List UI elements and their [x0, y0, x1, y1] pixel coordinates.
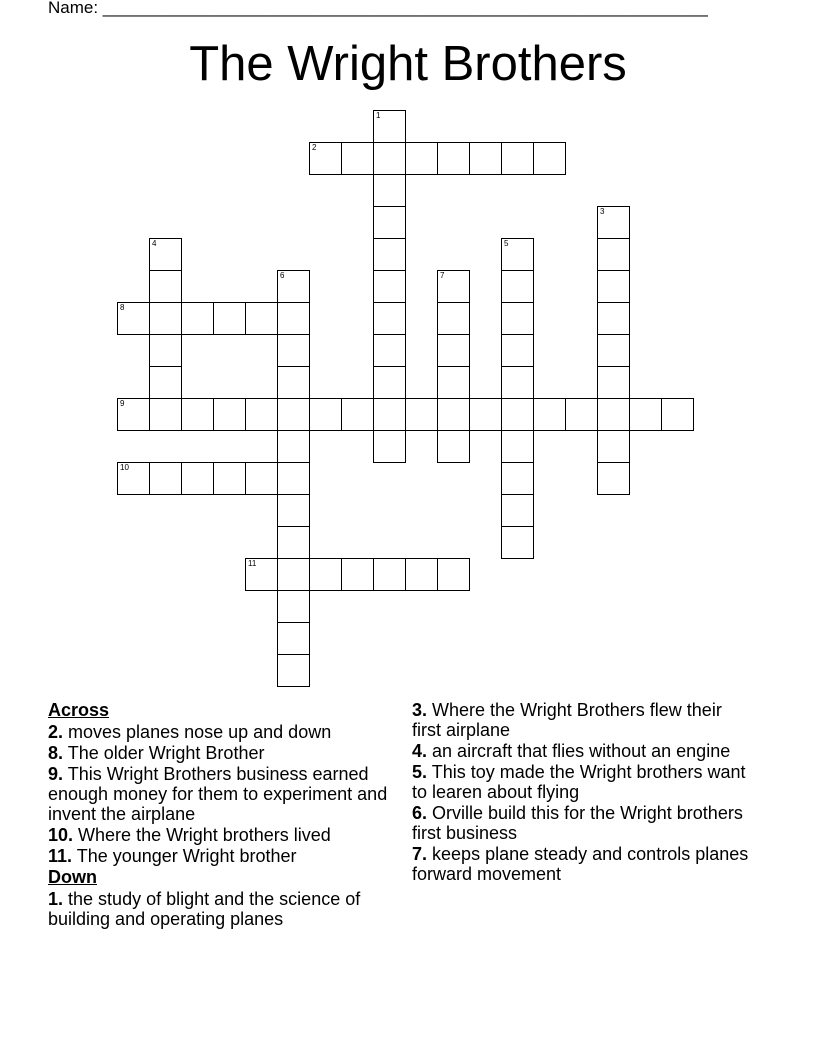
crossword-cell[interactable] [373, 302, 406, 335]
crossword-cell[interactable] [341, 142, 374, 175]
crossword-cell[interactable] [117, 462, 150, 495]
crossword-cell[interactable] [277, 302, 310, 335]
crossword-cell[interactable] [117, 398, 150, 431]
clues-right-column [412, 700, 752, 885]
clues-left-column [48, 700, 388, 930]
crossword-cell[interactable] [181, 398, 214, 431]
crossword-cell[interactable] [277, 494, 310, 527]
crossword-cell[interactable] [629, 398, 662, 431]
crossword-cell[interactable] [277, 622, 310, 655]
clue-across-9: 9. This Wright Brothers business earned enough money for them to experiment and invent the airplane [48, 764, 388, 824]
crossword-cell[interactable] [277, 366, 310, 399]
crossword-cell[interactable] [181, 462, 214, 495]
crossword-cell[interactable] [373, 238, 406, 271]
crossword-cell[interactable] [149, 462, 182, 495]
crossword-cell[interactable] [437, 334, 470, 367]
crossword-cell[interactable] [597, 366, 630, 399]
crossword-cell[interactable] [149, 366, 182, 399]
crossword-cell[interactable] [501, 334, 534, 367]
crossword-cell[interactable] [277, 334, 310, 367]
crossword-cell[interactable] [277, 654, 310, 687]
clue-number: 11 [248, 559, 257, 568]
clue-down-3: 3. Where the Wright Brothers flew their first airplane [412, 700, 722, 740]
crossword-cell[interactable] [373, 398, 406, 431]
down-heading: Down [48, 867, 97, 887]
clue-across-8: 8. The older Wright Brother [48, 743, 265, 763]
crossword-cell[interactable] [437, 558, 470, 591]
crossword-cell[interactable] [277, 558, 310, 591]
clue-number: 7 [440, 271, 445, 280]
crossword-cell[interactable] [373, 270, 406, 303]
crossword-cell[interactable] [533, 398, 566, 431]
crossword-cell[interactable] [373, 110, 406, 143]
crossword-cell[interactable] [437, 302, 470, 335]
crossword-cell[interactable] [373, 334, 406, 367]
clue-number: 8 [120, 303, 125, 312]
clue-across-2: 2. moves planes nose up and down [48, 722, 332, 742]
clue-number: 10 [120, 463, 129, 472]
crossword-cell[interactable] [277, 462, 310, 495]
clue-down-1: 1. the study of blight and the science of building and operating planes [48, 889, 361, 929]
clue-number: 4 [152, 239, 157, 248]
crossword-cell[interactable] [437, 430, 470, 463]
crossword-cell[interactable] [245, 558, 278, 591]
crossword-cell[interactable] [373, 206, 406, 239]
clue-number: 3 [600, 207, 605, 216]
crossword-cell[interactable] [341, 398, 374, 431]
clue-down-5: 5. This toy made the Wright brothers want to learen about flying [412, 762, 746, 802]
crossword-cell[interactable] [149, 334, 182, 367]
crossword-cell[interactable] [277, 270, 310, 303]
crossword-cell[interactable] [501, 238, 534, 271]
crossword-cell[interactable] [501, 302, 534, 335]
crossword-cell[interactable] [373, 558, 406, 591]
crossword-cell[interactable] [437, 366, 470, 399]
crossword-cell[interactable] [405, 398, 438, 431]
crossword-cell[interactable] [373, 174, 406, 207]
crossword-cell[interactable] [597, 462, 630, 495]
crossword-cell[interactable] [597, 206, 630, 239]
crossword-cell[interactable] [501, 142, 534, 175]
crossword-cell[interactable] [245, 462, 278, 495]
clue-down-4: 4. an aircraft that flies without an engine [412, 741, 731, 761]
crossword-cell[interactable] [149, 270, 182, 303]
crossword-cell[interactable] [309, 142, 342, 175]
crossword-cell[interactable] [501, 430, 534, 463]
crossword-cell[interactable] [533, 142, 566, 175]
crossword-cell[interactable] [149, 398, 182, 431]
crossword-cell[interactable] [277, 430, 310, 463]
crossword-cell[interactable] [149, 238, 182, 271]
crossword-cell[interactable] [597, 270, 630, 303]
crossword-cell[interactable] [597, 302, 630, 335]
across-heading: Across [48, 700, 110, 720]
crossword-cell[interactable] [373, 366, 406, 399]
clue-across-10: 10. Where the Wright brothers lived [48, 825, 331, 845]
crossword-cell[interactable] [149, 302, 182, 335]
crossword-cell[interactable] [309, 558, 342, 591]
crossword-cell[interactable] [661, 398, 694, 431]
crossword-cell[interactable] [277, 398, 310, 431]
crossword-cell[interactable] [245, 302, 278, 335]
crossword-cell[interactable] [501, 494, 534, 527]
crossword-cell[interactable] [469, 398, 502, 431]
clue-across-11: 11. The younger Wright brother [48, 846, 297, 866]
name-field[interactable]: Name: ________________________________________________________________ [48, 0, 708, 17]
crossword-cell[interactable] [213, 462, 246, 495]
clue-down-7: 7. keeps plane steady and controls planes forward movement [412, 844, 749, 884]
crossword-cell[interactable] [597, 334, 630, 367]
clue-number: 6 [280, 271, 285, 280]
crossword-cell[interactable] [597, 430, 630, 463]
crossword-cell[interactable] [437, 270, 470, 303]
crossword-cell[interactable] [501, 526, 534, 559]
crossword-cell[interactable] [213, 302, 246, 335]
crossword-cell[interactable] [501, 462, 534, 495]
crossword-cell[interactable] [437, 398, 470, 431]
crossword-cell[interactable] [277, 590, 310, 623]
clue-number: 2 [312, 143, 317, 152]
crossword-cell[interactable] [597, 398, 630, 431]
clue-down-6: 6. Orville build this for the Wright brothers first business [412, 803, 743, 843]
crossword-cell[interactable] [373, 142, 406, 175]
crossword-cell[interactable] [213, 398, 246, 431]
clue-number: 1 [376, 111, 381, 120]
crossword-cell[interactable] [501, 398, 534, 431]
crossword-cell[interactable] [117, 302, 150, 335]
crossword-cell[interactable] [501, 270, 534, 303]
crossword-cell[interactable] [597, 238, 630, 271]
crossword-cell[interactable] [501, 366, 534, 399]
crossword-cell[interactable] [181, 302, 214, 335]
crossword-cell[interactable] [405, 142, 438, 175]
crossword-cell[interactable] [309, 398, 342, 431]
crossword-cell[interactable] [469, 142, 502, 175]
clue-number: 5 [504, 239, 509, 248]
clue-number: 9 [120, 399, 125, 408]
crossword-cell[interactable] [405, 558, 438, 591]
crossword-cell[interactable] [373, 430, 406, 463]
crossword-cell[interactable] [437, 142, 470, 175]
page-title: The Wright Brothers [189, 37, 627, 91]
crossword-cell[interactable] [245, 398, 278, 431]
crossword-cell[interactable] [277, 526, 310, 559]
crossword-cell[interactable] [341, 558, 374, 591]
crossword-cell[interactable] [565, 398, 598, 431]
